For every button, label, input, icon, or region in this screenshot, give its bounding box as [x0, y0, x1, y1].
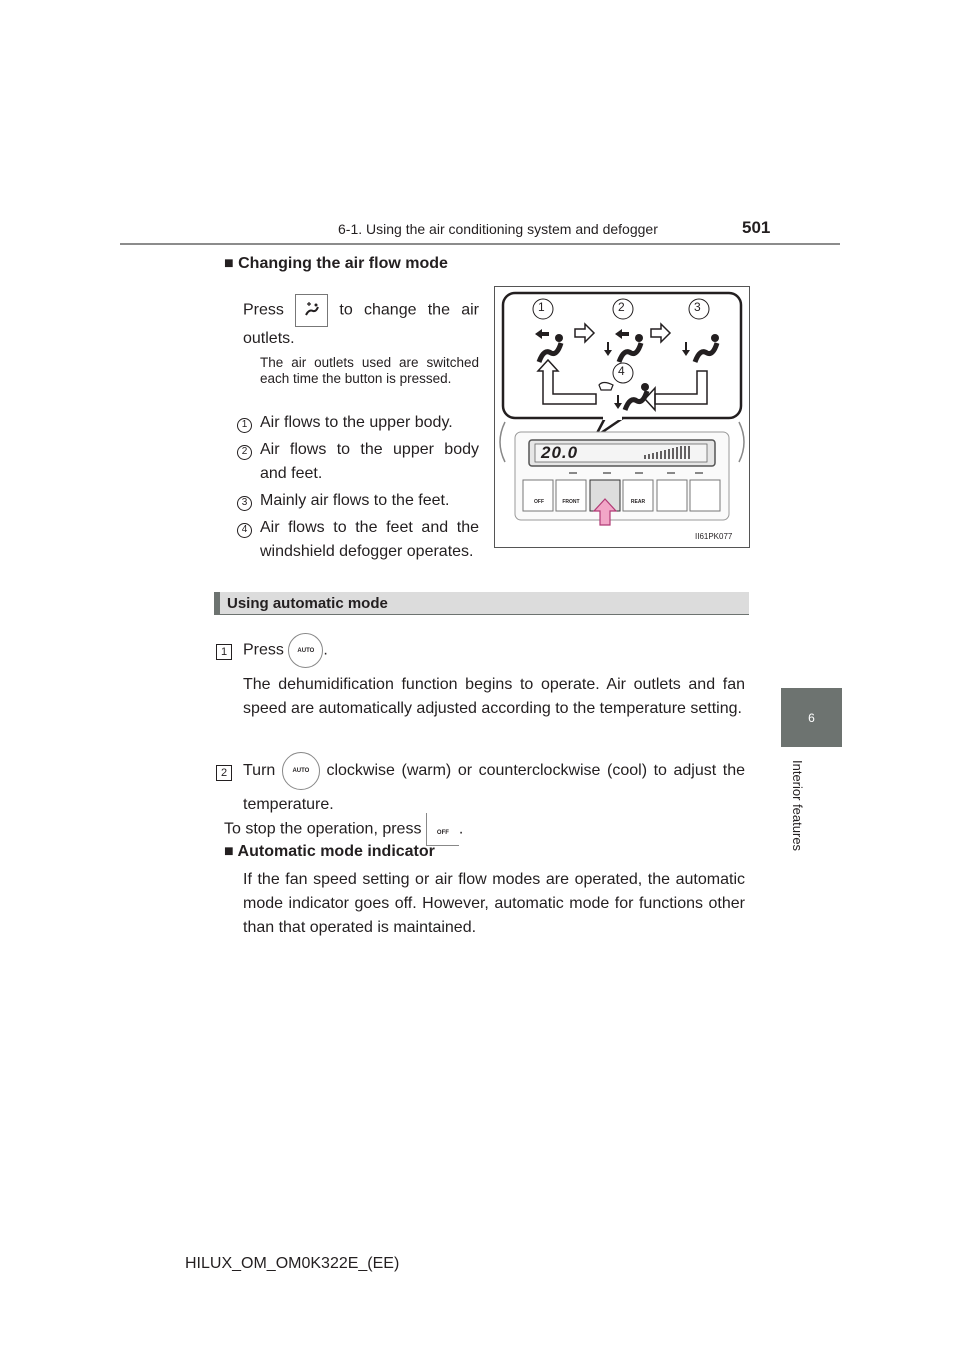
chapter-number: 6 [808, 710, 815, 725]
section-heading-automatic-mode: Using automatic mode [214, 592, 749, 615]
air-flow-figure [494, 286, 750, 548]
item-number: 3 [237, 496, 252, 511]
figure-code: II61PK077 [695, 532, 733, 541]
callout-1: 1 [538, 300, 545, 314]
callout-4: 4 [618, 364, 625, 378]
air-flow-list [237, 411, 479, 564]
step-1-number: 1 [216, 642, 232, 660]
step-1-description: The dehumidification function begins to operate. Air outlets and fan speed are automatically adjusted according to the temperature setting. [243, 676, 745, 717]
air-flow-note: The air outlets used are switched each time the button is pressed. [260, 355, 479, 386]
auto-knob-icon: AUTO [282, 752, 320, 790]
callout-2: 2 [618, 300, 625, 314]
off-button-icon: OFF [426, 813, 459, 846]
front-defrost-button-label: FRONT [562, 499, 580, 505]
list-item: 2 Air flows to the upper body and feet. [237, 438, 479, 486]
section-title: 6-1. Using the air conditioning system and defogger [338, 221, 658, 237]
chapter-tab [781, 688, 842, 747]
step-2-instruction: Turn AUTO clockwise (warm) or counterclockwise (cool) to adjust the temperature. [243, 752, 745, 820]
item-number: 2 [237, 445, 252, 460]
square-bullet-icon: ■ [224, 843, 234, 860]
item-number: 4 [237, 523, 252, 538]
auto-button-icon: AUTO [288, 633, 323, 668]
step-2-number: 2 [216, 763, 232, 781]
list-item: 3 Mainly air flows to the feet. [237, 489, 479, 513]
list-item: 1 Air flows to the upper body. [237, 411, 479, 435]
step-1-instruction: Press AUTO . [243, 633, 328, 668]
list-item: 4 Air flows to the feet and the windshield defogger operates. [237, 516, 479, 564]
indicator-description: If the fan speed setting or air flow modes are operated, the automatic mode indicator goes off. However, automatic mode for functions other than that operated is maintained. [243, 871, 745, 936]
stop-instruction: To stop the operation, press OFF . [224, 813, 463, 846]
air-flow-mode-button-icon [295, 294, 328, 327]
page-number: 501 [742, 218, 771, 237]
temperature-display: 20.0 [541, 443, 579, 462]
document-code: HILUX_OM_OM0K322E_(EE) [185, 1255, 400, 1272]
air-flow-instruction: Press to change the air outlets. [243, 294, 479, 351]
chapter-label-wrap [789, 760, 809, 880]
chapter-label: Interior features [790, 760, 805, 852]
callout-3: 3 [694, 300, 701, 314]
square-bullet-icon: ■ [224, 255, 234, 272]
air-flow-heading: ■ Changing the air flow mode [224, 255, 448, 272]
item-number: 1 [237, 418, 252, 433]
rear-defrost-button-label: REAR [630, 499, 646, 505]
off-button-label: OFF [534, 499, 544, 505]
indicator-heading: ■ Automatic mode indicator [224, 843, 435, 860]
header-divider [120, 243, 840, 245]
